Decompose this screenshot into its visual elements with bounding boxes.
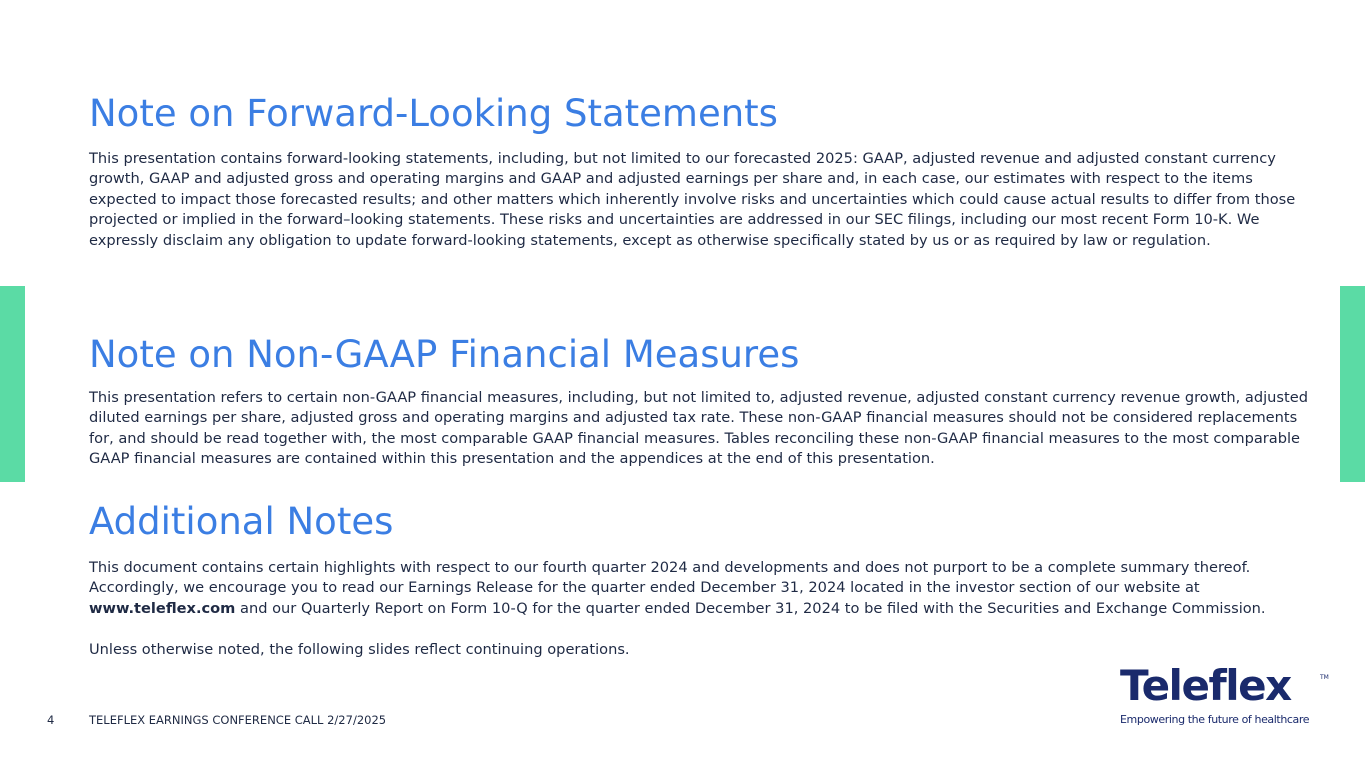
- forward-looking-heading: Note on Forward-Looking Statements: [89, 92, 778, 135]
- logo-tagline: Empowering the future of healthcare: [1120, 713, 1310, 726]
- teleflex-logo: [1120, 662, 1330, 728]
- non-gaap-heading: Note on Non-GAAP Financial Measures: [89, 333, 800, 376]
- page-number: 4: [47, 713, 55, 727]
- non-gaap-paragraph: This presentation refers to certain non-GAAP financial measures, including, but not limited to, adjusted revenue, adjusted constant currency revenue growth, adjusted diluted earnings per share, adjusted gross and operating margins and adjusted tax rate. These non-GAAP financial measures should not be considered replacements for, and should be read together with, the most comparable GAAP financial measures. Tables reconciling these non-GAAP financial measures to the most comparable GAAP financial measures are contained within this presentation and the appendices at the end of this presentation.: [89, 389, 1308, 468]
- additional-notes-paragraph: [89, 558, 1309, 619]
- logo-trademark: TM: [1320, 674, 1329, 681]
- right-accent-bar: [1340, 286, 1365, 482]
- forward-looking-body: [89, 149, 1309, 251]
- additional-notes-text-start: This document contains certain highlights with respect to our fourth quarter 2024 and developments and does not purport to be a complete summary thereof. Accordingly, we encourage you to read our Earnings Release for the quarter ended December 31, 2024 located in the investor section of our website at: [89, 559, 1251, 597]
- additional-notes-text-end: and our Quarterly Report on Form 10-Q for the quarter ended December 31, 2024 to be filed with the Securities and Exchange Commission.: [235, 599, 1266, 617]
- continuing-operations-note: Unless otherwise noted, the following slides reflect continuing operations.: [89, 640, 630, 658]
- paragraph-gap: [89, 619, 1309, 639]
- additional-notes-body: [89, 558, 1309, 660]
- footer-title: TELEFLEX EARNINGS CONFERENCE CALL 2/27/2025: [89, 713, 387, 727]
- logo-wordmark: Teleflex: [1120, 661, 1291, 710]
- forward-looking-paragraph: This presentation contains forward-looking statements, including, but not limited to our forecasted 2025: GAAP, adjusted revenue and adjusted constant currency growth, GAAP and adjusted gross and operating margins and GAAP and adjusted earnings per share and, in each case, our estimates with respect to the items expected to impact those forecasted results; and other matters which inherently involve risks and uncertainties which could cause actual results to differ from those projected or implied in the forward–looking statements. These risks and uncertainties are addressed in our SEC filings, including our most recent Form 10-K. We expressly disclaim any obligation to update forward-looking statements, except as otherwise specifically stated by us or as required by law or regulation.: [89, 150, 1296, 249]
- website-link[interactable]: www.teleflex.com: [89, 599, 236, 617]
- non-gaap-body: [89, 388, 1309, 470]
- left-accent-bar: [0, 286, 25, 482]
- additional-notes-heading: Additional Notes: [89, 500, 394, 543]
